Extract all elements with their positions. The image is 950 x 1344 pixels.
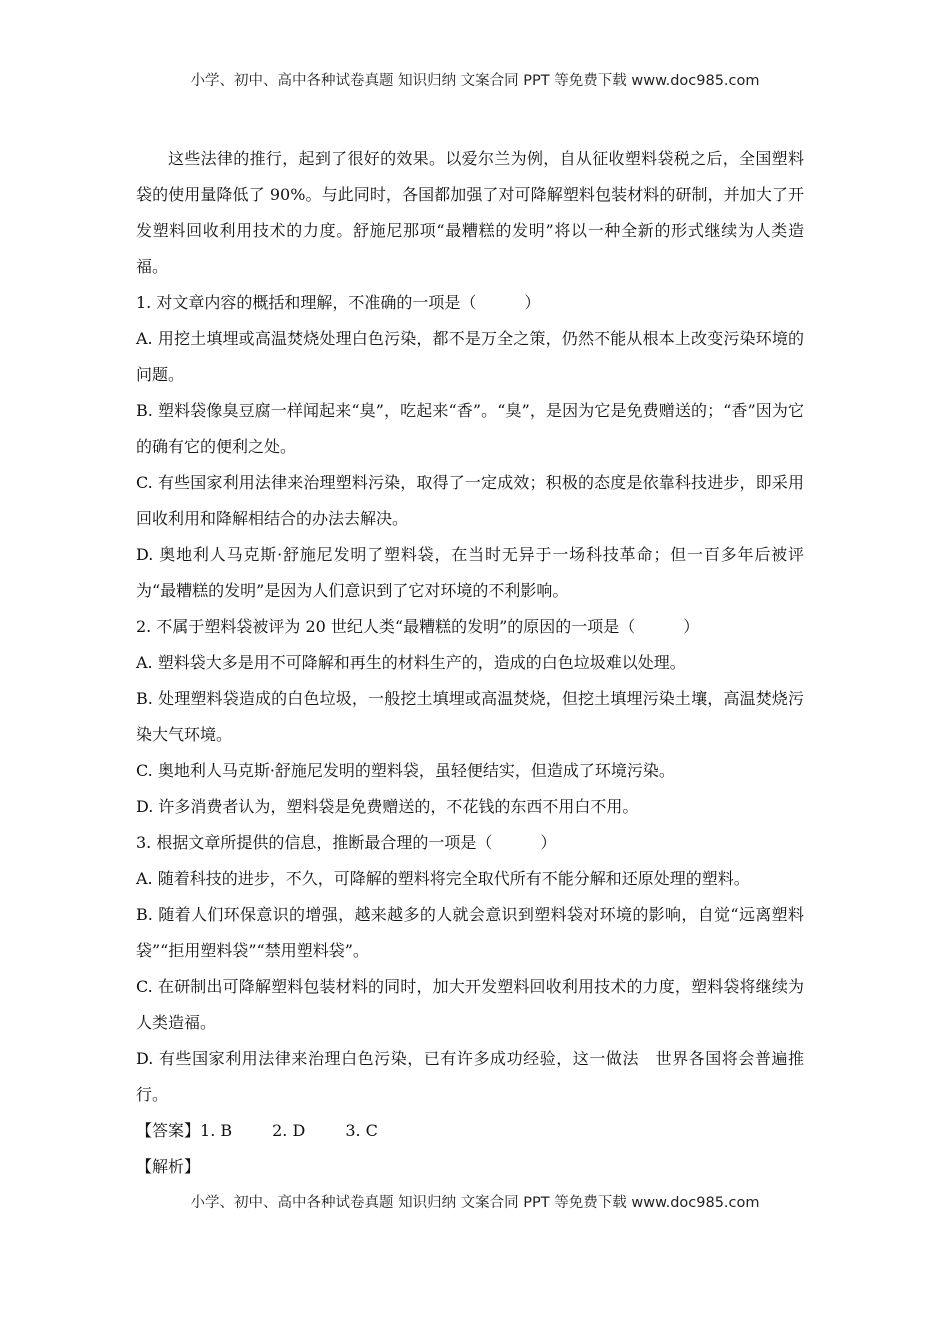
option-d: D. 奥地利人马克斯·舒施尼发明了塑料袋，在当时无异于一场科技革命；但一百多年后被评为“最糟糕的发明”是因为人们意识到了它对环境的不利影响。 [136,545,804,600]
option-a: A. 塑料袋大多是用不可降解和再生的材料生产的，造成的白色垃圾难以处理。 [136,653,686,672]
page-footer: 小学、初中、高中各种试卷真题 知识归纳 文案合同 PPT 等免费下载 www.doc985.com [190,1195,760,1211]
question-2 [136,609,804,825]
question-1 [136,285,804,609]
option-c: C. 在研制出可降解塑料包装材料的同时，加大开发塑料回收利用技术的力度，塑料袋将继续为人类造福。 [136,977,804,1032]
passage-paragraph: 这些法律的推行，起到了很好的效果。以爱尔兰为例，自从征收塑料袋税之后，全国塑料袋的使用量降低了 90%。与此同时，各国都加强了对可降解塑料包装材料的研制，并加大了开发塑料回收利用技术的力度。舒施尼那项“最糟糕的发明”将以一种全新的形式继续为人类造福。 [136,149,804,276]
option-b: B. 塑料袋像臭豆腐一样闻起来“臭”，吃起来“香”。“臭”，是因为它是免费赠送的；“香”因为它的确有它的便利之处。 [136,401,804,456]
question-stem: 1. 对文章内容的概括和理解，不准确的一项是（ ） [136,293,541,312]
option-d: D. 许多消费者认为，塑料袋是免费赠送的，不花钱的东西不用白不用。 [136,797,639,816]
option-c: C. 有些国家利用法律来治理塑料污染，取得了一定成效；积极的态度是依靠科技进步，即采用回收利用和降解相结合的办法去解决。 [136,473,804,528]
answer-item-3: 3. C [345,1121,378,1140]
answer-line [136,1113,804,1149]
answer-item-1: 1. B [200,1121,233,1140]
analysis-label: 【解析】 [136,1157,201,1176]
question-3 [136,825,804,1113]
answer-item-2: 2. D [272,1121,306,1140]
option-c: C. 奥地利人马克斯·舒施尼发明的塑料袋，虽轻便结实，但造成了环境污染。 [136,761,675,780]
answer-label: 【答案】 [136,1121,201,1140]
option-d: D. 有些国家利用法律来治理白色污染，已有许多成功经验，这一做法 世界各国将会普遍推行。 [136,1049,804,1104]
option-a: A. 用挖土填埋或高温焚烧处理白色污染，都不是万全之策，仍然不能从根本上改变污染环境的问题。 [136,329,804,384]
document-body [136,141,804,1185]
option-b: B. 随着人们环保意识的增强，越来越多的人就会意识到塑料袋对环境的影响，自觉“远离塑料袋”“拒用塑料袋”“禁用塑料袋”。 [136,905,804,960]
question-stem: 2. 不属于塑料袋被评为 20 世纪人类“最糟糕的发明”的原因的一项是（ ） [136,617,700,636]
option-a: A. 随着科技的进步，不久，可降解的塑料将完全取代所有不能分解和还原处理的塑料。 [136,869,750,888]
page-header: 小学、初中、高中各种试卷真题 知识归纳 文案合同 PPT 等免费下载 www.doc985.com [190,73,760,89]
question-stem: 3. 根据文章所提供的信息，推断最合理的一项是（ ） [136,833,557,852]
option-b: B. 处理塑料袋造成的白色垃圾，一般挖土填埋或高温焚烧，但挖土填埋污染土壤，高温焚烧污染大气环境。 [136,689,804,744]
